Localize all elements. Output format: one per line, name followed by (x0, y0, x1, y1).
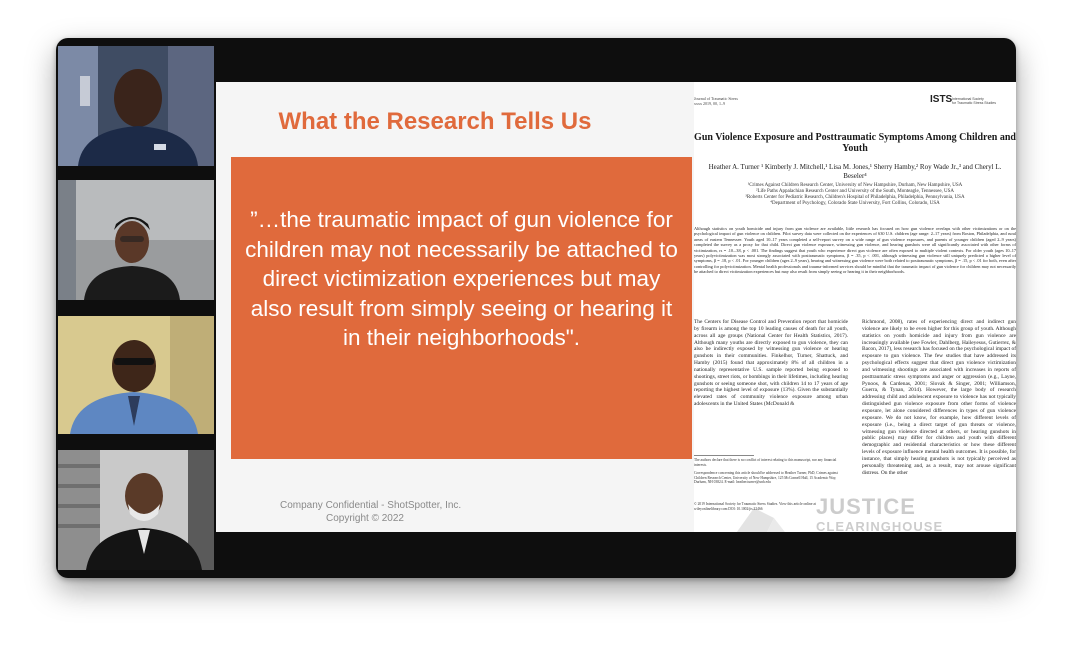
quote-text: ”…the traumatic impact of gun violence for children may not necessarily be attached to direct victimization experiences but may also result from simply seeing or hearing it in their neighborhoods". (245, 207, 678, 350)
watermark-justice: JUSTICE (816, 494, 916, 519)
participant-video-tile-2[interactable] (58, 180, 214, 300)
slide-heading: What the Research Tells Us (278, 108, 592, 135)
footnote-divider (694, 455, 754, 456)
participant-video-tile-1[interactable] (58, 46, 214, 166)
slide-left-panel (216, 82, 694, 532)
person-video-icon (58, 180, 214, 300)
participant-video-tile-4[interactable] (58, 450, 214, 570)
paper-correspondence: Correspondence concerning this article should be addressed to Heather Turner, PhD, Crimes against Children Research Center, University of New Hampshire, 125 McConnell Hall, 15 Academic Way, Durham, NH 03824. E-mail: heather.turner@unh.edu (694, 471, 838, 485)
research-paper-excerpt (694, 82, 1016, 532)
slide-footer-confidential: Company Confidential - ShotSpotter, Inc. (280, 500, 462, 511)
quote-box (231, 157, 692, 459)
watermark-clearinghouse: CLEARINGHOUSE (816, 519, 944, 532)
paper-column-1: The Centers for Disease Control and Prevention report that homicide by firearm is among the top 10 leading causes of death for all youth, across all age groups (National Center for Health Statistics, 2017). Although many youths are directly exposed to gun violence, they can also be indirectly exposed by witnessing gun violence or hearing gunshots in their communities. Finkelhor, Turner, Shattuck, and Hamby (2015) found that approximately 8% of all children in a nationally representative U.S. sample reported being exposed to shootings, street riots, or bombings in their lifetimes, including hearing gunshots or seeing someone shot, with children 14 to 17 years of age reporting the highest level of exposure (13%). Given the substantially elevated rates of community violence exposure among urban adolescents in the United States (McDonald & (694, 319, 848, 408)
ists-logo-text: ISTS (930, 94, 953, 105)
participant-video-tile-3[interactable] (58, 316, 214, 434)
slide-footer-copyright: Copyright © 2022 (326, 513, 404, 524)
paper-column-2: Richmond, 2008), rates of experiencing direct and indirect gun violence are likely to be even higher for this group of youth. Although statistics on youth homicide and injury from gun violence are increasingly available (see Fowler, Dahlberg, Haileyesus, Gutierrez, & Bacon, 2017), less research has focused on the psychological impact of exposure to gun violence. The few studies that have addressed its psychological effects suggest that direct gun violence victimization and witnessing shootings are associated with increases in reports of posttraumatic stress symptoms and anger or aggression (e.g., Layne, Pynoos, & Cardenas, 2001; Slovak & Singer, 2001; Williamson, Guerra, & Tynan, 2014). However, the large body of research addressing child and adolescent exposure to violence has not typically distinguished gun violence exposure from other forms of violence exposure, let alone considered differences in types of gun violence exposure. We do not know, for example, how different levels of exposure (i.e., being a direct target of gun threats or violence, witnessing gun violence directed at others, or hearing gunshots in public places) may differ for children and youth with different demographic and residential characteristics or how these different levels of exposure influence mental health outcomes. It is possible, for instance, that simply hearing gunshots is not typically perceived as personally threatening and, as a result, may not arouse significant distress. On the other (862, 319, 1016, 476)
ists-logo (930, 88, 1006, 114)
paper-title: Gun Violence Exposure and Posttraumatic Symptoms Among Children and Youth (694, 132, 1016, 154)
paper-affiliations: ¹Crimes Against Children Research Center, University of New Hampshire, Durham, New Hampshire, USA ²Life Paths Appalachian Research Center and University of the South, Monteagle, Tennessee, USA ³Roberts Center for Pediatric Research, Children's Hospital of Philadelphia, Philadelphia, Pennsylvania, USA ⁴Department of Psychology, Colorado State University, Fort Collins, Colorado, USA (745, 183, 965, 206)
person-video-icon (58, 450, 214, 570)
paper-disclosure: The authors declare that there is no conflict of interest relating to this manuscript, nor any financial interests. (694, 458, 837, 467)
ists-logo-subtitle: International Society for Traumatic Stress Studies (952, 97, 996, 105)
meeting-window (56, 38, 1016, 578)
journal-info: Journal of Traumatic Stress xxxx 2019, 00, 1–9 (694, 96, 738, 106)
paper-abstract: Although statistics on youth homicide and injury from gun violence are available, little research has focused on how gun violence overlaps with other victimizations or on the psychological impact of gun violence on children. Pilot survey data were collected on the experiences of 630 U.S. children (age range: 2–17 years) from Boston, Philadelphia, and rural areas of eastern Tennessee. Youth aged 10–17 years completed a self-report survey on a wide range of gun violence exposures, and parents of younger children (aged 2–9 years) completed the survey as a proxy for that child. Direct gun violence exposure, witnessing gun violence, and hearing gunshots were all significantly associated with other forms of victimization, rs = .10–.38, p < .001. The findings suggest that youth who experience direct gun violence are often exposed to multiple violent contexts. For older youth (ages 10–17 years) polyvictimization was most strongly associated with posttraumatic symptoms, β = .35, p < .001, although witnessing gun violence still uniquely predicted a higher level of symptoms, β = .18, p < .01. For younger children (ages 2–9 years), hearing and witnessing gun violence were both related to posttraumatic symptoms, β = .15, p < .01 for both, even after controlling for polyvictimization. Mental health professionals and trauma-informed services should be mindful that the traumatic impact of gun violence for children may not necessarily be attached to direct victimization experiences but may also result from simply seeing or hearing it in their neighborhoods. (694, 226, 1016, 275)
person-video-icon (58, 316, 214, 434)
person-video-icon (58, 46, 214, 166)
shared-presentation-slide (216, 82, 1016, 532)
paper-copyright: © 2019 International Society for Traumatic Stress Studies. View this article online at wileyonlinelibrary.com DOI: 10.1002/jts.22466 (694, 502, 816, 511)
justice-clearinghouse-logo-icon (726, 496, 796, 532)
paper-authors: Heather A. Turner ¹ Kimberly J. Mitchell,¹ Lisa M. Jones,¹ Sherry Hamby,² Roy Wade Jr.,³ and Cheryl L. Beseler⁴ (708, 163, 1002, 180)
